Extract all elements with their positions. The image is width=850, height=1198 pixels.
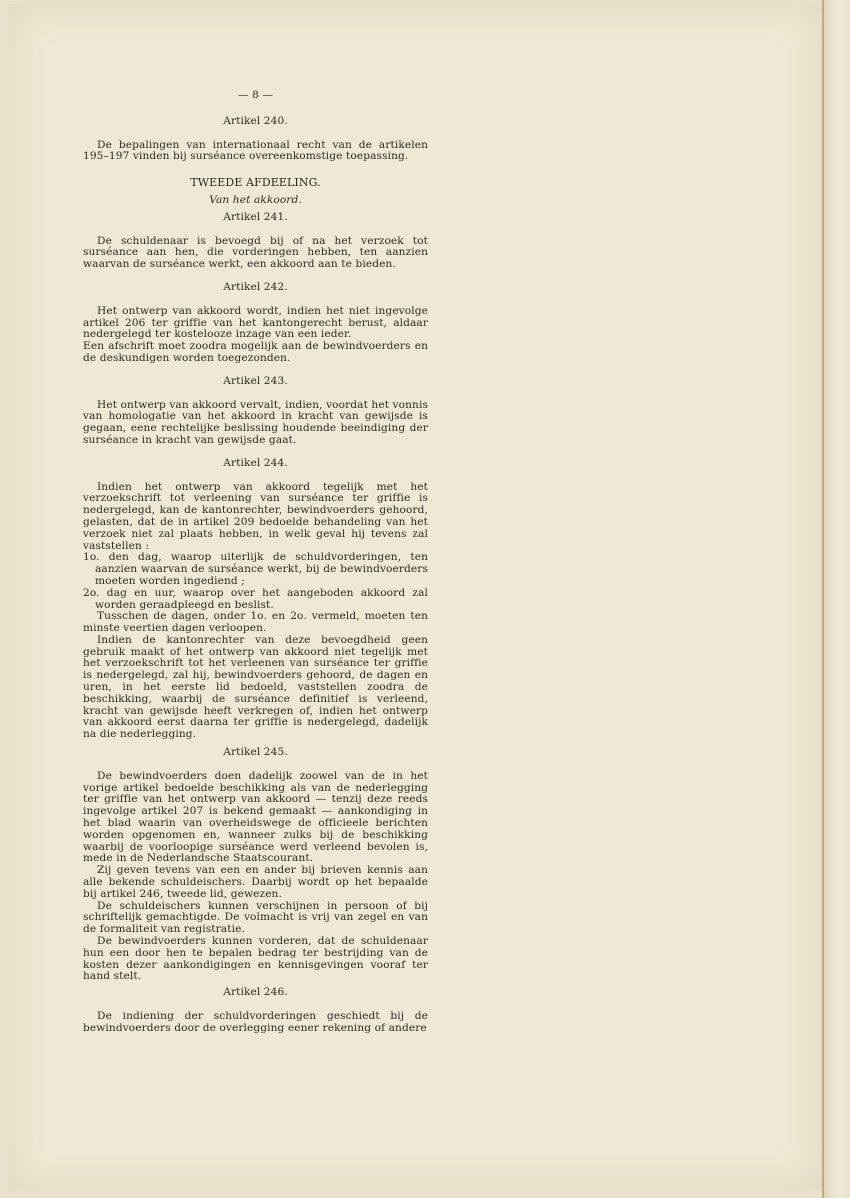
article-242-paragraph-2: Een afschrift moet zoodra mogelijk aan de bewindvoerders en de deskundigen worden toegezonden. bbox=[83, 340, 428, 364]
article-241-paragraph: De schuldenaar is bevoegd bij of na het verzoek tot surséance aan hen, die vorderingen hebben, ten aanzien waarvan de surséance werkt, een akkoord aan te bieden. bbox=[83, 234, 428, 271]
article-246-paragraph-1: De indiening der schuldvorderingen geschiedt bij de bewindvoerders door de overlegging eener rekening of andere bbox=[83, 1010, 428, 1034]
article-245-paragraph-2: Zij geven tevens van een en ander bij brieven kennis aan alle bekende schuldeischers. Daarbij wordt op het bepaalde bij artikel 246, tweede lid, gewezen. bbox=[83, 864, 428, 900]
page-fold-line bbox=[822, 0, 824, 1198]
article-242-paragraph-1: Het ontwerp van akkoord wordt, indien het niet ingevolge artikel 206 ter griffie van het kantongerecht berust, aldaar nedergelegd ter kostelooze inzage van een ieder. bbox=[83, 304, 428, 341]
page-number: — 8 — bbox=[237, 89, 274, 101]
article-241-heading: Artikel 241. bbox=[223, 210, 288, 223]
article-245-paragraph-1: De bewindvoerders doen dadelijk zoowel van de in het vorige artikel bedoelde beschikking als van de nederlegging ter griffie van het ontwerp van akkoord — tenzij deze reeds ingevolge artikel 207 is bekend gemaakt — aankondiging in het blad waarin van overheidswege de officieele berichten worden opgenomen en, wanneer zulks bij de beschikking waarbij de voorloopige surséance werd verleend bevolen is, mede in de Nederlandsche Staatscourant. bbox=[83, 769, 428, 865]
page-edge bbox=[822, 0, 850, 1198]
article-240-heading: Artikel 240. bbox=[223, 114, 288, 127]
article-244-paragraph-3: Indien de kantonrechter van deze bevoegdheid geen gebruik maakt of het ontwerp van akkoord niet tegelijk met het verzoekschrift tot het verleenen van surséance ter griffie is nedergelegd, zal hij, bewindvoerders gehoord, de dagen en uren, in het eerste lid bedoeld, vaststellen zoodra de beschikking, waarbij de surséance definitief is verleend, kracht van gewijsde heeft verkregen of, indien het ontwerp van akkoord eerst daarna ter griffie is nedergelegd, dadelijk na die nederlegging. bbox=[83, 633, 428, 741]
section-title: TWEEDE AFDEELING. bbox=[190, 176, 321, 190]
article-245-heading: Artikel 245. bbox=[223, 746, 288, 759]
article-246-heading: Artikel 246. bbox=[223, 986, 288, 999]
article-244-paragraph-2: Tusschen de dagen, onder 1o. en 2o. vermeld, moeten ten minste veertien dagen verloopen. bbox=[83, 610, 428, 635]
section-subtitle: Van het akkoord. bbox=[209, 193, 302, 206]
article-244-paragraph-1: Indien het ontwerp van akkoord tegelijk met het verzoekschrift tot verleening van surséance ter griffie is nedergelegd, kan de kantonrechter, bewindvoerders gehoord, gelasten, dat de in artikel 209 bedoelde behandeling van het verzoek niet zal plaats hebben, in welk geval hij tevens zal vaststellen : bbox=[83, 480, 428, 552]
article-240-paragraph: De bepalingen van internationaal recht van de artikelen 195–197 vinden bij surséance overeenkomstige toepassing. bbox=[83, 138, 428, 163]
article-245-paragraph-3: De schuldeischers kunnen verschijnen in persoon of bij schriftelijk gemachtigde. De volmacht is vrij van zegel en van de formaliteit van registratie. bbox=[83, 899, 428, 936]
article-244-item-2: 2o. dag en uur, waarop over het aangeboden akkoord zal worden geraadpleegd en beslist. bbox=[83, 586, 428, 611]
article-242-heading: Artikel 242. bbox=[223, 280, 288, 293]
article-243-heading: Artikel 243. bbox=[223, 374, 288, 387]
article-244-heading: Artikel 244. bbox=[223, 456, 288, 469]
article-244-item-1: 1o. den dag, waarop uiterlijk de schuldvorderingen, ten aanzien waarvan de surséance werkt, bij de bewindvoerders moeten worden ingediend ; bbox=[83, 551, 428, 587]
document-body bbox=[83, 90, 428, 1035]
article-243-paragraph: Het ontwerp van akkoord vervalt, indien, voordat het vonnis van homologatie van het akkoord in kracht van gewijsde is gegaan, eene rechtelijke beslissing houdende beeindiging der surséance in kracht van gewijsde gaat. bbox=[83, 398, 428, 446]
article-245-paragraph-4: De bewindvoerders kunnen vorderen, dat de schuldenaar hun een door hen te bepalen bedrag ter bestrijding van de kosten dezer aankondigingen en kennisgevingen vooraf ter hand stelt. bbox=[83, 935, 428, 983]
